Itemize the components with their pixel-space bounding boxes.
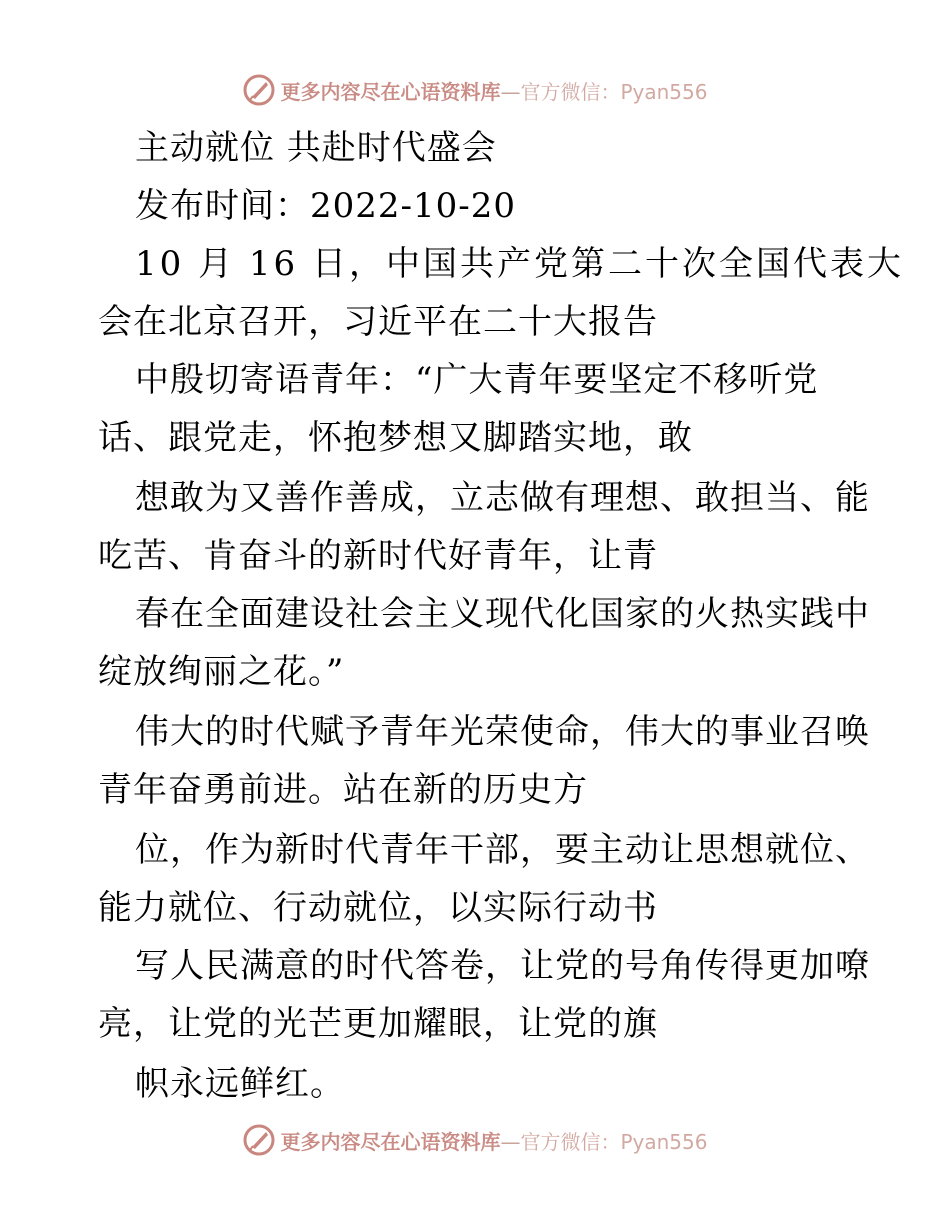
quill-circle-logo-icon: [242, 1123, 276, 1157]
article-title: 主动就位 共赴时代盛会: [135, 128, 497, 168]
watermark-separator: —: [500, 1129, 521, 1154]
paragraph-line: 会在北京召开，习近平在二十大报告: [98, 302, 658, 342]
watermark-brand-text: 更多内容尽在心语资料库: [280, 79, 501, 104]
watermark-contact-text: 官方微信：Pyan556: [520, 79, 708, 104]
paragraph-line: 话、跟党走，怀抱梦想又脚踏实地，敢: [98, 418, 693, 458]
paragraph-line: 春在全面建设社会主义现代化国家的火热实践中: [135, 594, 870, 634]
paragraph-line: 写人民满意的时代答卷，让党的号角传得更加嘹: [135, 946, 870, 986]
paragraph-line: 伟大的时代赋予青年光荣使命，伟大的事业召唤: [135, 712, 870, 752]
watermark-brand-text: 更多内容尽在心语资料库: [280, 1129, 501, 1154]
watermark-banner-top: [0, 68, 950, 112]
paragraph-line: 位，作为新时代青年干部，要主动让思想就位、: [135, 830, 870, 870]
paragraph-line: 吃苦、肯奋斗的新时代好青年，让青: [98, 536, 658, 576]
watermark-banner-bottom: [0, 1118, 950, 1162]
paragraph-line: 亮，让党的光芒更加耀眼，让党的旗: [98, 1004, 658, 1044]
publish-time: 发布时间：2022-10-20: [135, 186, 517, 226]
watermark-separator: —: [500, 79, 521, 104]
paragraph-line: 中殷切寄语青年：“广大青年要坚定不移听党: [135, 360, 819, 400]
paragraph-line: 绽放绚丽之花。”: [98, 652, 345, 692]
watermark-contact-text: 官方微信：Pyan556: [520, 1129, 708, 1154]
paragraph-line: 10 月 16 日，中国共产党第二十次全国代表大: [135, 244, 904, 284]
quill-circle-logo-icon: [242, 73, 276, 107]
paragraph-line: 能力就位、行动就位，以实际行动书: [98, 888, 658, 928]
paragraph-line: 帜永远鲜红。: [135, 1064, 345, 1104]
paragraph-line: 青年奋勇前进。站在新的历史方: [98, 770, 588, 810]
paragraph-line: 想敢为又善作善成，立志做有理想、敢担当、能: [135, 478, 870, 518]
